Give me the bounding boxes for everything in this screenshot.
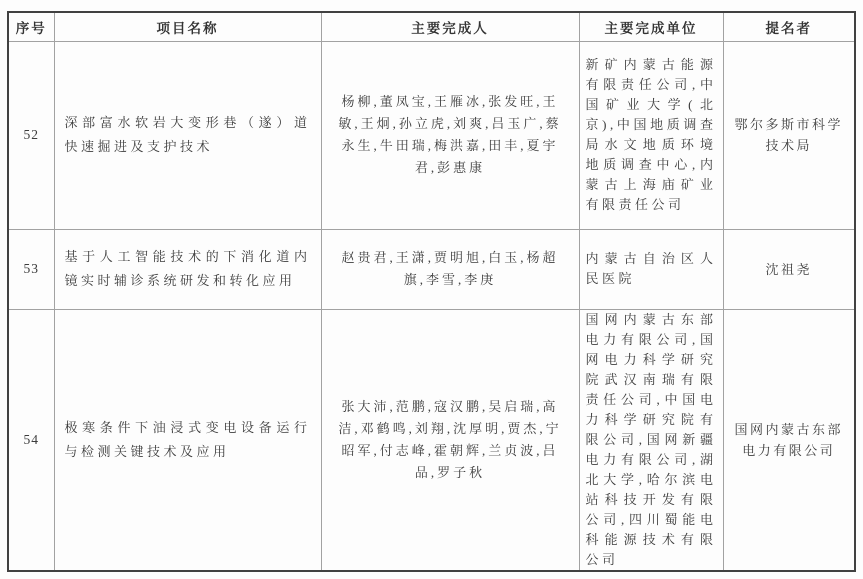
cell-nominator: 鄂尔多斯市科学技术局 (723, 41, 855, 229)
column-header-serial-number: 序号 (8, 12, 54, 41)
awards-table (7, 11, 856, 572)
table-row (8, 309, 855, 571)
table-row (8, 41, 855, 229)
cell-nominator: 国网内蒙古东部电力有限公司 (723, 309, 855, 571)
cell-project-name: 极寒条件下油浸式变电设备运行与检测关键技术及应用 (54, 309, 321, 571)
column-header-main-organizations: 主要完成单位 (579, 12, 723, 41)
cell-main-organizations: 新矿内蒙古能源有限责任公司,中国矿业大学(北京),中国地质调查局水文地质环境地质调查中心,内蒙古上海庙矿业有限责任公司 (579, 41, 723, 229)
cell-main-contributors: 杨柳,董凤宝,王雁冰,张发旺,王敏,王炯,孙立虎,刘爽,吕玉广,蔡永生,牛田瑞,梅洪嘉,田丰,夏宇君,彭惠康 (321, 41, 579, 229)
cell-serial-number: 52 (8, 41, 54, 229)
table-header-row (8, 12, 855, 41)
cell-serial-number: 54 (8, 309, 54, 571)
cell-main-contributors: 张大沛,范鹏,寇汉鹏,吴启瑞,高洁,邓鹤鸣,刘翔,沈厚明,贾杰,宁昭军,付志峰,霍朝辉,兰贞波,吕品,罗子秋 (321, 309, 579, 571)
column-header-nominator: 提名者 (723, 12, 855, 41)
cell-main-organizations: 内蒙古自治区人民医院 (579, 229, 723, 309)
cell-nominator: 沈祖尧 (723, 229, 855, 309)
cell-project-name: 基于人工智能技术的下消化道内镜实时辅诊系统研发和转化应用 (54, 229, 321, 309)
cell-main-contributors: 赵贵君,王潇,贾明旭,白玉,杨超旗,李雪,李庚 (321, 229, 579, 309)
cell-main-organizations: 国网内蒙古东部电力有限公司,国网电力科学研究院武汉南瑞有限责任公司,中国电力科学研究院有限公司,国网新疆电力有限公司,湖北大学,哈尔滨电站科技开发有限公司,四川蜀能电科能源技术有限公司 (579, 309, 723, 571)
cell-serial-number: 53 (8, 229, 54, 309)
table-row (8, 229, 855, 309)
cell-project-name: 深部富水软岩大变形巷（遂）道快速掘进及支护技术 (54, 41, 321, 229)
column-header-main-contributors: 主要完成人 (321, 12, 579, 41)
column-header-project-name: 项目名称 (54, 12, 321, 41)
